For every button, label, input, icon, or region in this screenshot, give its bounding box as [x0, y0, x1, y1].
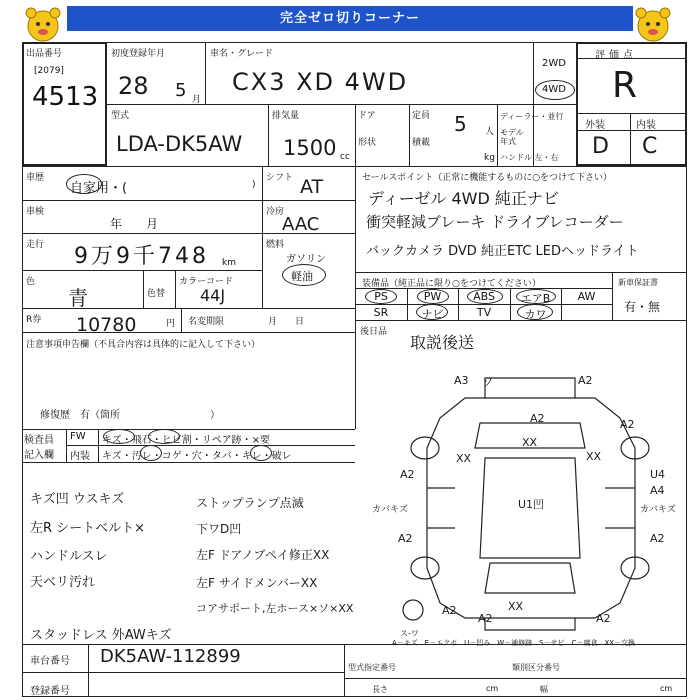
interior-inspect-items: キズ・汚レ・コゲ・穴・タバ・キレ・破レ [102, 451, 292, 462]
deadline-label: 名変期限 [188, 317, 225, 327]
equip-aw: AW [577, 290, 596, 303]
fw-label: FW [70, 431, 86, 442]
warranty-value: 有・無 [624, 300, 661, 314]
note-7: 左F ドアノブペイ修正XX [196, 548, 330, 562]
note-8: 左F サイドメンバーXX [196, 576, 318, 590]
mark-2: ソ [482, 376, 493, 389]
note-1: キズ凹 ウスキズ [30, 492, 125, 507]
mascot-right-icon [633, 4, 673, 44]
mascot-left-icon [23, 4, 63, 44]
first-reg-year: 28 [118, 72, 149, 100]
mark-20: ス-ワ [400, 629, 419, 638]
fuel-label: 燃料 [266, 240, 285, 250]
mileage-label: 走行 [26, 240, 45, 250]
exterior-label: 外装 [585, 120, 605, 131]
fuel-gas: ガソリン [286, 254, 326, 265]
equip-airbag: エアB [520, 292, 551, 305]
chassis-label: 車台番号 [30, 656, 70, 667]
grade-value: R [612, 65, 638, 106]
equip-sr: SR [373, 306, 389, 319]
door-label: ドア [358, 111, 376, 121]
mark-7: XX [456, 452, 472, 465]
lot-sub: [2079] [34, 66, 64, 76]
displacement-label: 排気量 [272, 111, 300, 121]
mark-1: A3 [454, 374, 469, 387]
cc-unit: cc [340, 152, 350, 162]
length-unit: cm [486, 684, 499, 693]
interior-value: C [642, 134, 658, 159]
shift-label: シフト [266, 173, 294, 183]
lot-label: 出品番号 [26, 49, 63, 59]
mark-6: A2 [620, 418, 635, 431]
sales-line-3: バックカメラ DVD 純正ETC LEDヘッドライト [366, 244, 639, 259]
deadline-value: 月 日 [268, 317, 305, 327]
equip-tv: TV [476, 306, 492, 319]
category-label: 類別区分番号 [512, 663, 560, 672]
model-label: 型式 [111, 111, 130, 121]
sales-line-2: 衝突軽減ブレーキ ドライブレコーダー [366, 213, 624, 231]
equip-ps: PS [374, 290, 388, 303]
mark-9: U4 [650, 468, 666, 481]
warranty-label: 新車保証書 [618, 278, 658, 287]
car-history-close: ) [252, 180, 256, 190]
length-label: 長さ [372, 685, 388, 694]
mark-15: A2 [398, 532, 413, 545]
first-reg-label: 初度登録年月 [111, 49, 166, 59]
ac-value: AAC [282, 214, 320, 235]
mark-14: カバキズ [640, 505, 676, 515]
exterior-value: D [592, 134, 609, 159]
equip-navi: ナビ [421, 308, 444, 321]
recycle-value: 10780 [76, 314, 137, 336]
equip-pw: PW [423, 290, 442, 303]
color-label: 色 [26, 277, 36, 287]
inspection-label: 車検 [26, 207, 45, 217]
mark-4: A2 [530, 412, 545, 425]
width-unit: cm [660, 684, 673, 693]
name-grade-label: 車名・グレード [210, 49, 274, 59]
mark-18: A2 [478, 612, 493, 625]
dealer-label: ディーラー・並行 [500, 112, 564, 121]
yen-unit: 円 [166, 319, 176, 329]
recycle-label: R券 [26, 315, 42, 325]
handle-label: ハンドル 左・右 [500, 153, 559, 162]
car-history-label: 車歴 [26, 173, 45, 183]
fw-items: キズ・飛石・ヒビ割・リペア跡・×要 [102, 435, 270, 446]
model-year-label: モデル年式 [500, 128, 524, 146]
ac-label: 冷房 [266, 207, 285, 217]
sales-line-1: ディーゼル 4WD 純正ナビ [368, 189, 559, 208]
grade-label: 評価点 [595, 50, 637, 61]
model-value: LDA-DK5AW [116, 132, 243, 156]
equip-abs: ABS [473, 290, 495, 303]
chassis-value: DK5AW-112899 [100, 646, 241, 667]
person-unit: 人 [485, 127, 495, 137]
month-unit: 月 [192, 95, 202, 105]
after-value: 取説後送 [410, 333, 475, 352]
displacement-value: 1500 [283, 136, 337, 160]
inspector-label-2: 記入欄 [24, 450, 54, 461]
banner-title: 完全ゼロ切りコーナー [67, 6, 633, 31]
mark-19: XX [508, 600, 524, 613]
interior-inspect-label: 内装 [70, 451, 90, 462]
mark-21: A2 [596, 612, 611, 625]
note-5: ストップランプ点滅 [196, 496, 304, 510]
notice-label: 注意事項申告欄（不具合内容は具体的に記入して下さい） [26, 340, 261, 350]
after-label: 後日品 [360, 327, 388, 337]
first-reg-month: 5 [175, 80, 187, 101]
type-designation-label: 型式指定番号 [348, 663, 396, 672]
name-grade: CX3 XD 4WD [232, 68, 409, 96]
color-code-label: カラーコード [179, 277, 234, 287]
reg-label: 登録番号 [30, 686, 70, 697]
mark-5: XX [522, 436, 538, 449]
interior-label: 内装 [636, 120, 656, 131]
km-unit: km [222, 258, 236, 268]
width-label: 幅 [540, 685, 548, 694]
mark-16: A2 [650, 532, 665, 545]
capacity-value: 5 [454, 112, 467, 136]
note-9: コアサポート,左ホース×ソ×XX [196, 602, 354, 615]
note-4: 天ベリ汚れ [30, 575, 96, 590]
note-2: 左R シートベルト× [30, 521, 146, 536]
color-code-value: 44J [200, 286, 226, 305]
fuel-diesel: 軽油 [291, 270, 313, 283]
kg-unit: kg [484, 153, 495, 163]
equip-leather: カワ [524, 308, 547, 321]
inspection-value: 年 月 [110, 217, 159, 231]
lot-number: 4513 [32, 82, 99, 112]
capacity-label: 定員 [412, 111, 431, 121]
mark-13: U1凹 [518, 498, 545, 511]
color-value: 青 [68, 286, 88, 310]
mark-17: A2 [442, 604, 457, 617]
equip-label: 装備品（純正品に限り○をつけてください） [362, 279, 541, 289]
load-label: 積載 [412, 138, 431, 148]
note-10: スタッドレス 外AWキズ [30, 628, 172, 643]
inspector-label-1: 検査員 [24, 435, 54, 446]
damage-legend: A－キズ E－エクボ U－凹み W－補修跡 S－サビ C－腐食 XX－交換 [392, 639, 636, 647]
note-3: ハンドルスレ [30, 549, 108, 564]
car-history-value: 自家用・( [70, 181, 128, 196]
mark-11: A2 [400, 468, 415, 481]
option-4wd: 4WD [542, 84, 566, 95]
mark-10: A4 [650, 484, 665, 497]
option-2wd: 2WD [542, 58, 566, 69]
shift-value: AT [300, 176, 324, 198]
shape-label: 形状 [358, 138, 377, 148]
note-6: 下ワD凹 [196, 522, 242, 536]
mark-3: A2 [578, 374, 593, 387]
mark-8: XX [586, 450, 602, 463]
sales-label: セールスポイント（正常に機能するものに○をつけて下さい） [362, 173, 613, 183]
repair-label: 修復歴 有（箇所 ） [40, 410, 220, 421]
mileage-value: 9万9千748 [74, 244, 209, 269]
color-change-label: 色替 [147, 289, 166, 299]
mark-12: カバキズ [372, 505, 408, 515]
